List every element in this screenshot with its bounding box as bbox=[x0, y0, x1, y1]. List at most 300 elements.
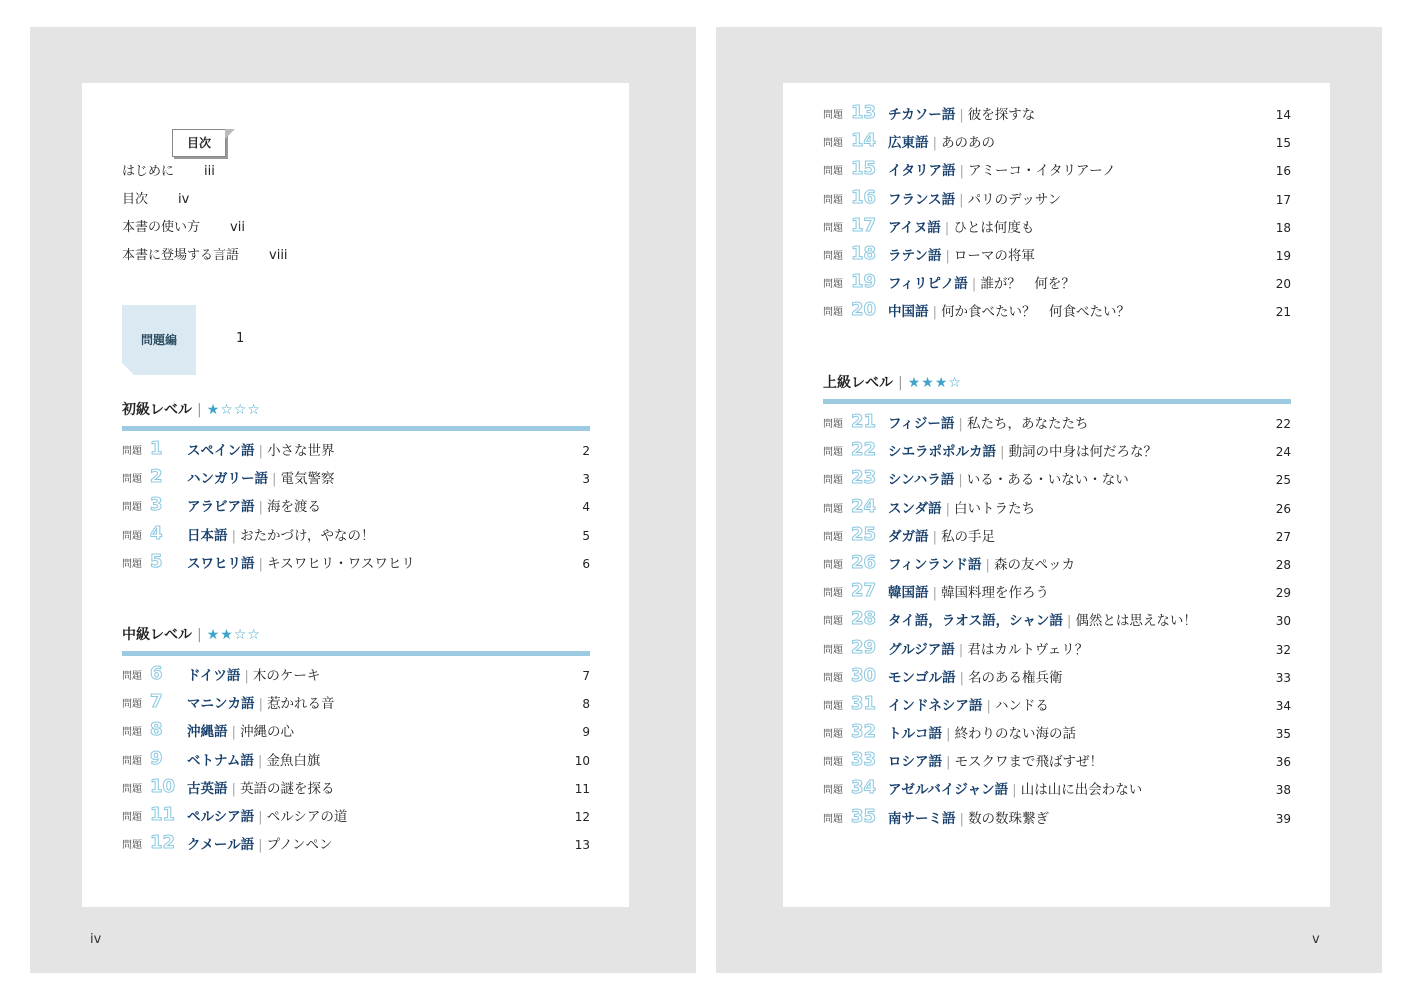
language-name: スワヒリ語 bbox=[187, 555, 255, 572]
page-number: 10 bbox=[574, 753, 590, 768]
problem-number: 17 bbox=[851, 214, 877, 236]
language-name: ベトナム語 bbox=[187, 752, 254, 769]
entry-body bbox=[187, 554, 415, 574]
problem-label: 問題 bbox=[122, 671, 142, 682]
folio-left: iv bbox=[90, 932, 102, 947]
problem-number: 26 bbox=[851, 551, 877, 573]
problem-label: 問題 bbox=[823, 503, 843, 515]
toc-entry[interactable] bbox=[823, 777, 1291, 808]
language-name: アイヌ語 bbox=[888, 219, 941, 236]
front-matter-item[interactable]: 本書に登場する言語 viii bbox=[122, 248, 288, 263]
problem-title: 英語の謎を探る bbox=[240, 780, 335, 797]
problem-number: 22 bbox=[851, 439, 877, 461]
entry-body bbox=[888, 668, 1063, 688]
problem-label: 問題 bbox=[823, 531, 843, 543]
level-heading: 上級レベル | ★★★☆ bbox=[823, 375, 962, 391]
problem-number: 16 bbox=[851, 186, 877, 208]
entry-body bbox=[888, 274, 1075, 294]
page-number: 14 bbox=[1275, 108, 1291, 122]
problem-number: 9 bbox=[150, 747, 163, 769]
left-page-paper bbox=[82, 83, 629, 907]
problem-label: 問題 bbox=[122, 558, 142, 570]
separator: | bbox=[244, 668, 249, 684]
problem-title: 沖縄の心 bbox=[240, 724, 295, 741]
separator: | bbox=[958, 416, 963, 432]
problem-label: 問題 bbox=[823, 194, 843, 206]
language-name: ラテン語 bbox=[888, 247, 942, 264]
separator: | bbox=[258, 443, 264, 459]
toc-entry[interactable] bbox=[122, 719, 590, 750]
problem-title: 電気警察 bbox=[280, 471, 335, 488]
entry-body bbox=[888, 302, 1130, 322]
page-number: 3 bbox=[582, 472, 590, 487]
problem-label: 問題 bbox=[122, 811, 142, 823]
problem-title: 森の友ペッカ bbox=[993, 556, 1075, 573]
problem-number: 34 bbox=[851, 777, 877, 799]
entry-body bbox=[187, 835, 333, 855]
problem-title: 名のある権兵衛 bbox=[968, 669, 1063, 686]
toc-entry[interactable] bbox=[823, 242, 1291, 274]
toc-entry[interactable] bbox=[823, 214, 1291, 246]
section-heading-box[interactable]: 問題編 bbox=[122, 305, 196, 375]
problem-label: 問題 bbox=[122, 840, 142, 852]
problem-number: 23 bbox=[851, 467, 877, 489]
language-name: イタリア語 bbox=[888, 163, 956, 180]
page-number: 39 bbox=[1275, 811, 1291, 826]
problem-label: 問題 bbox=[823, 138, 843, 150]
difficulty-stars: ★☆☆☆ bbox=[206, 402, 261, 418]
separator: | bbox=[959, 669, 965, 686]
toc-entry[interactable] bbox=[122, 747, 590, 779]
page-number: 17 bbox=[1275, 192, 1291, 207]
problem-number: 6 bbox=[150, 663, 163, 684]
problem-number: 35 bbox=[851, 805, 877, 827]
toc-entry[interactable] bbox=[122, 550, 590, 582]
problem-label: 問題 bbox=[122, 727, 142, 739]
entry-body bbox=[187, 694, 335, 714]
language-name: フランス語 bbox=[888, 191, 956, 208]
page-number: 35 bbox=[1275, 727, 1291, 742]
page-number: 20 bbox=[1275, 277, 1291, 292]
separator: | bbox=[959, 107, 964, 123]
problem-title: 終わりのない海の話 bbox=[954, 726, 1077, 743]
page-number: 6 bbox=[582, 556, 590, 571]
toc-entry[interactable] bbox=[823, 299, 1291, 330]
problem-title: 惹かれる音 bbox=[267, 696, 335, 713]
language-name: タイ語，ラオス語，シャン語 bbox=[888, 613, 1063, 630]
level-continued bbox=[823, 102, 1291, 331]
separator: | bbox=[944, 219, 950, 236]
problem-number: 13 bbox=[851, 102, 877, 123]
problem-number: 7 bbox=[150, 691, 163, 713]
problem-title: 山は山に出会わない bbox=[1020, 782, 1143, 799]
problem-label: 問題 bbox=[122, 502, 142, 514]
toc-entry[interactable] bbox=[122, 832, 590, 863]
problem-number: 20 bbox=[851, 299, 877, 321]
page-number: 12 bbox=[574, 809, 590, 824]
problem-title: ひとは何度も bbox=[953, 219, 1035, 236]
problem-label: 問題 bbox=[823, 447, 843, 459]
problem-number: 31 bbox=[851, 692, 877, 714]
toc-entry[interactable] bbox=[823, 805, 1291, 837]
problem-title: 白いトラたち bbox=[954, 500, 1036, 517]
problem-number: 12 bbox=[150, 832, 176, 854]
page-number: 15 bbox=[1275, 136, 1291, 151]
page-number: 38 bbox=[1275, 783, 1291, 798]
problem-title: 木のケーキ bbox=[252, 668, 321, 684]
separator: | bbox=[959, 163, 965, 180]
separator: | bbox=[258, 696, 264, 713]
page-number: 18 bbox=[1275, 220, 1291, 235]
problem-title: 海を渡る bbox=[267, 499, 322, 516]
page-number: 7 bbox=[582, 669, 590, 683]
problem-label: 問題 bbox=[823, 222, 843, 234]
problem-title: 数の数珠繋ぎ bbox=[968, 810, 1050, 827]
toc-entry[interactable] bbox=[823, 467, 1291, 498]
problem-label: 問題 bbox=[122, 755, 142, 767]
entry-body bbox=[888, 724, 1076, 744]
problem-number: 29 bbox=[851, 636, 877, 658]
separator: | bbox=[932, 585, 938, 602]
problem-title: 小さな世界 bbox=[267, 443, 335, 459]
entry-body bbox=[888, 809, 1049, 829]
level-intermediate bbox=[122, 624, 590, 863]
language-name: ドイツ語 bbox=[187, 668, 241, 684]
separator: | bbox=[231, 527, 237, 544]
right-page-spread bbox=[716, 27, 1382, 973]
entry-body bbox=[888, 611, 1197, 631]
entry-body bbox=[888, 414, 1088, 434]
language-name: 古英語 bbox=[187, 780, 228, 797]
entry-body bbox=[888, 499, 1035, 519]
problem-number: 15 bbox=[851, 158, 877, 180]
page-number: 28 bbox=[1275, 557, 1291, 572]
front-matter-item[interactable]: 本書の使い方 vii bbox=[122, 220, 245, 235]
problem-number: 3 bbox=[150, 494, 163, 516]
front-matter-item[interactable]: 目次 iv bbox=[122, 192, 190, 207]
entry-body bbox=[187, 666, 320, 686]
problem-title: パリのデッサン bbox=[967, 191, 1062, 208]
problem-title: ハンドる bbox=[994, 697, 1049, 714]
problem-label: 問題 bbox=[823, 559, 843, 571]
problem-label: 問題 bbox=[823, 644, 843, 656]
language-name: モンゴル語 bbox=[888, 669, 956, 686]
language-name: インドネシア語 bbox=[888, 697, 983, 714]
problem-title: ペルシアの道 bbox=[266, 808, 348, 825]
page-number: 32 bbox=[1275, 642, 1291, 657]
toc-entry[interactable] bbox=[122, 803, 590, 835]
language-name: 沖縄語 bbox=[187, 724, 228, 741]
entry-body bbox=[888, 470, 1129, 490]
separator: | bbox=[946, 754, 951, 771]
separator: | bbox=[231, 780, 237, 797]
separator: | bbox=[932, 304, 938, 321]
page-number: 11 bbox=[574, 781, 590, 796]
page-number: 19 bbox=[1275, 248, 1291, 263]
toc-entry[interactable] bbox=[823, 749, 1291, 780]
entry-body bbox=[888, 555, 1075, 575]
front-matter-item[interactable]: はじめに iii bbox=[122, 164, 215, 179]
page-number: 33 bbox=[1275, 670, 1291, 685]
problem-label: 問題 bbox=[823, 672, 843, 684]
entry-body bbox=[888, 583, 1049, 603]
entry-body bbox=[888, 246, 1035, 266]
toc-entry[interactable] bbox=[823, 551, 1291, 583]
entry-body bbox=[187, 779, 335, 799]
separator: | bbox=[932, 135, 938, 152]
language-name: スンダ語 bbox=[888, 500, 942, 517]
page-number: 4 bbox=[582, 500, 590, 515]
section-page-number: 1 bbox=[236, 331, 245, 346]
language-name: 南サーミ語 bbox=[888, 810, 956, 827]
toc-entry[interactable] bbox=[122, 466, 590, 497]
difficulty-stars: ★★☆☆ bbox=[206, 627, 261, 643]
problem-label: 問題 bbox=[122, 446, 142, 457]
problem-label: 問題 bbox=[823, 307, 843, 319]
problem-label: 問題 bbox=[823, 757, 843, 769]
page-number: viii bbox=[269, 248, 288, 263]
separator: | bbox=[959, 810, 965, 827]
toc-entry[interactable] bbox=[823, 580, 1291, 611]
separator: | bbox=[1000, 444, 1005, 461]
problem-number: 10 bbox=[150, 775, 176, 797]
problem-label: 問題 bbox=[823, 785, 843, 797]
problem-number: 33 bbox=[851, 749, 877, 771]
problem-label: 問題 bbox=[823, 279, 843, 291]
language-name: シエラポポルカ語 bbox=[888, 444, 996, 461]
language-name: ロシア語 bbox=[888, 754, 942, 771]
language-name: 広東語 bbox=[888, 135, 929, 152]
page-number: 34 bbox=[1275, 698, 1291, 713]
problem-title: 動詞の中身は何だろな？ bbox=[1008, 444, 1158, 461]
problem-title: ローマの将軍 bbox=[953, 247, 1035, 264]
page-number: 9 bbox=[582, 725, 590, 740]
problem-number: 28 bbox=[851, 608, 877, 630]
problem-number: 14 bbox=[851, 130, 877, 152]
page-number: 24 bbox=[1275, 445, 1291, 460]
separator: | bbox=[1066, 613, 1072, 630]
toc-entry[interactable] bbox=[122, 663, 590, 694]
language-name: ペルシア語 bbox=[187, 808, 255, 825]
entry-body bbox=[187, 722, 294, 742]
entry-body bbox=[187, 441, 335, 461]
separator: | bbox=[945, 247, 950, 264]
toc-entry[interactable] bbox=[823, 102, 1291, 133]
toc-entry[interactable] bbox=[823, 158, 1291, 189]
problem-label: 問題 bbox=[823, 729, 843, 741]
toc-entry[interactable] bbox=[823, 636, 1291, 668]
problem-title: キスワヒリ・ワスワヒリ bbox=[267, 555, 415, 572]
problem-title: 私の手足 bbox=[941, 528, 996, 545]
toc-entry[interactable] bbox=[823, 608, 1291, 639]
problem-number: 8 bbox=[150, 719, 163, 741]
problem-label: 問題 bbox=[823, 419, 843, 430]
toc-entry[interactable] bbox=[122, 494, 590, 525]
problem-title: いる・ある・いない・ない bbox=[966, 472, 1129, 489]
toc-entry[interactable] bbox=[823, 271, 1291, 302]
problem-number: 32 bbox=[851, 721, 877, 743]
separator: | bbox=[986, 697, 991, 714]
page-number: 5 bbox=[582, 528, 590, 543]
problem-title: 偶然とは思えない！ bbox=[1075, 613, 1197, 630]
separator: | bbox=[1012, 782, 1017, 799]
toc-entry[interactable] bbox=[823, 692, 1291, 724]
problem-title: 誰が？ 何を？ bbox=[980, 276, 1075, 293]
page-number: vii bbox=[230, 220, 245, 235]
front-matter-list bbox=[122, 162, 288, 274]
entry-body bbox=[187, 469, 335, 489]
problem-label: 問題 bbox=[823, 700, 843, 712]
language-name: シンハラ語 bbox=[888, 472, 955, 489]
problem-number: 27 bbox=[851, 580, 877, 602]
problem-title: プノンペン bbox=[266, 837, 333, 854]
toc-entry[interactable] bbox=[122, 522, 590, 554]
language-name: トルコ語 bbox=[888, 726, 942, 743]
level-advanced bbox=[823, 372, 1291, 837]
problem-title: 金魚白旗 bbox=[266, 752, 321, 769]
language-name: アラビア語 bbox=[187, 499, 255, 516]
page-number: 13 bbox=[574, 838, 590, 853]
level-heading: 初級レベル | ★☆☆☆ bbox=[122, 402, 261, 418]
page-number: 22 bbox=[1275, 417, 1291, 431]
problem-title: おたかづけ，やなの！ bbox=[240, 527, 375, 544]
problem-label: 問題 bbox=[122, 699, 142, 711]
toc-entry[interactable] bbox=[122, 775, 590, 807]
entry-body bbox=[888, 696, 1049, 716]
page-number: iii bbox=[204, 164, 215, 179]
entry-body bbox=[888, 133, 995, 153]
problem-label: 問題 bbox=[122, 474, 142, 486]
left-page-spread bbox=[30, 27, 696, 973]
page-number: 36 bbox=[1275, 755, 1291, 770]
language-name: ダガ語 bbox=[888, 528, 929, 545]
problem-title: 韓国料理を作ろう bbox=[941, 585, 1050, 602]
entry-body bbox=[888, 527, 995, 547]
problem-number: 19 bbox=[851, 271, 877, 293]
separator: | bbox=[257, 752, 263, 769]
level-beginner bbox=[122, 399, 590, 582]
language-name: スペイン語 bbox=[187, 443, 255, 459]
toc-entry[interactable] bbox=[823, 411, 1291, 442]
problem-number: 30 bbox=[851, 664, 877, 686]
toc-entry[interactable] bbox=[823, 495, 1291, 527]
toc-entry[interactable] bbox=[122, 691, 590, 722]
problem-number: 4 bbox=[150, 522, 163, 544]
entry-body bbox=[187, 751, 320, 771]
language-name: アゼルバイジャン語 bbox=[888, 782, 1009, 799]
language-name: グルジア語 bbox=[888, 641, 955, 658]
toc-entry[interactable] bbox=[823, 130, 1291, 161]
problem-label: 問題 bbox=[823, 616, 843, 628]
language-name: マニンカ語 bbox=[187, 696, 255, 713]
language-name: 日本語 bbox=[187, 527, 228, 544]
problem-label: 問題 bbox=[823, 588, 843, 600]
toc-entry[interactable] bbox=[823, 186, 1291, 218]
entry-body bbox=[187, 497, 321, 517]
problem-title: 何か食べたい？ 何食べたい？ bbox=[941, 304, 1131, 321]
separator: | bbox=[231, 724, 237, 741]
separator: | bbox=[971, 276, 977, 293]
problem-label: 問題 bbox=[823, 250, 843, 262]
right-page-paper bbox=[783, 83, 1330, 907]
page-number: 16 bbox=[1275, 164, 1291, 179]
toc-entry[interactable] bbox=[823, 721, 1291, 752]
separator: | bbox=[272, 471, 277, 488]
difficulty-stars: ★★★☆ bbox=[907, 375, 962, 391]
level-heading: 中級レベル | ★★☆☆ bbox=[122, 627, 261, 643]
language-name: チカソー語 bbox=[888, 107, 956, 123]
language-name: フィリピノ語 bbox=[888, 276, 968, 293]
problem-label: 問題 bbox=[823, 475, 843, 487]
toc-tab: 目次 bbox=[172, 129, 226, 157]
entry-body bbox=[187, 526, 375, 546]
language-name: 韓国語 bbox=[888, 585, 929, 602]
page-number: 25 bbox=[1275, 473, 1291, 488]
page-number: 21 bbox=[1275, 305, 1291, 320]
problem-number: 21 bbox=[851, 411, 877, 432]
language-name: クメール語 bbox=[187, 837, 255, 854]
language-name: 中国語 bbox=[888, 304, 929, 321]
separator: | bbox=[946, 726, 951, 743]
problem-title: アミーコ・イタリアーノ bbox=[968, 163, 1116, 180]
problem-number: 24 bbox=[851, 495, 877, 517]
level-rule bbox=[823, 399, 1291, 404]
toc-entry[interactable] bbox=[122, 438, 590, 469]
problem-title: 君はカルトヴェリ？ bbox=[967, 641, 1089, 658]
problem-title: 私たち，あなたたち bbox=[966, 416, 1089, 432]
problem-label: 問題 bbox=[823, 813, 843, 825]
separator: | bbox=[958, 472, 963, 489]
problem-label: 問題 bbox=[122, 530, 142, 542]
problem-title: モスクワまで飛ばすぜ！ bbox=[954, 754, 1104, 771]
separator: | bbox=[258, 808, 263, 825]
problem-number: 25 bbox=[851, 523, 877, 545]
page-number: 8 bbox=[582, 697, 590, 712]
problem-title: 彼を探すな bbox=[967, 107, 1036, 123]
separator: | bbox=[959, 191, 964, 208]
problem-number: 18 bbox=[851, 242, 877, 264]
page-number: 26 bbox=[1275, 501, 1291, 516]
entry-body bbox=[888, 190, 1061, 210]
problem-number: 11 bbox=[150, 803, 176, 825]
separator: | bbox=[258, 837, 263, 854]
language-name: ハンガリー語 bbox=[187, 471, 268, 488]
language-name: フィンランド語 bbox=[888, 556, 982, 573]
problem-label: 問題 bbox=[823, 110, 843, 121]
folio-right: v bbox=[1312, 932, 1320, 947]
toc-entry[interactable] bbox=[823, 523, 1291, 555]
level-rule bbox=[122, 426, 590, 431]
page-number: 2 bbox=[582, 444, 590, 458]
entry-body bbox=[888, 752, 1103, 772]
entry-body bbox=[888, 161, 1116, 181]
separator: | bbox=[258, 499, 264, 516]
entry-body bbox=[888, 105, 1035, 125]
separator: | bbox=[932, 528, 938, 545]
toc-entry[interactable] bbox=[823, 664, 1291, 696]
problem-label: 問題 bbox=[122, 783, 142, 795]
entry-body bbox=[888, 780, 1142, 800]
problem-number: 1 bbox=[150, 438, 163, 459]
separator: | bbox=[985, 556, 990, 573]
separator: | bbox=[945, 500, 951, 517]
entry-body bbox=[187, 807, 347, 827]
toc-entry[interactable] bbox=[823, 439, 1291, 470]
page-number: iv bbox=[178, 192, 190, 207]
page-number: 29 bbox=[1275, 586, 1291, 601]
problem-title: あのあの bbox=[941, 135, 996, 152]
problem-number: 5 bbox=[150, 550, 163, 572]
